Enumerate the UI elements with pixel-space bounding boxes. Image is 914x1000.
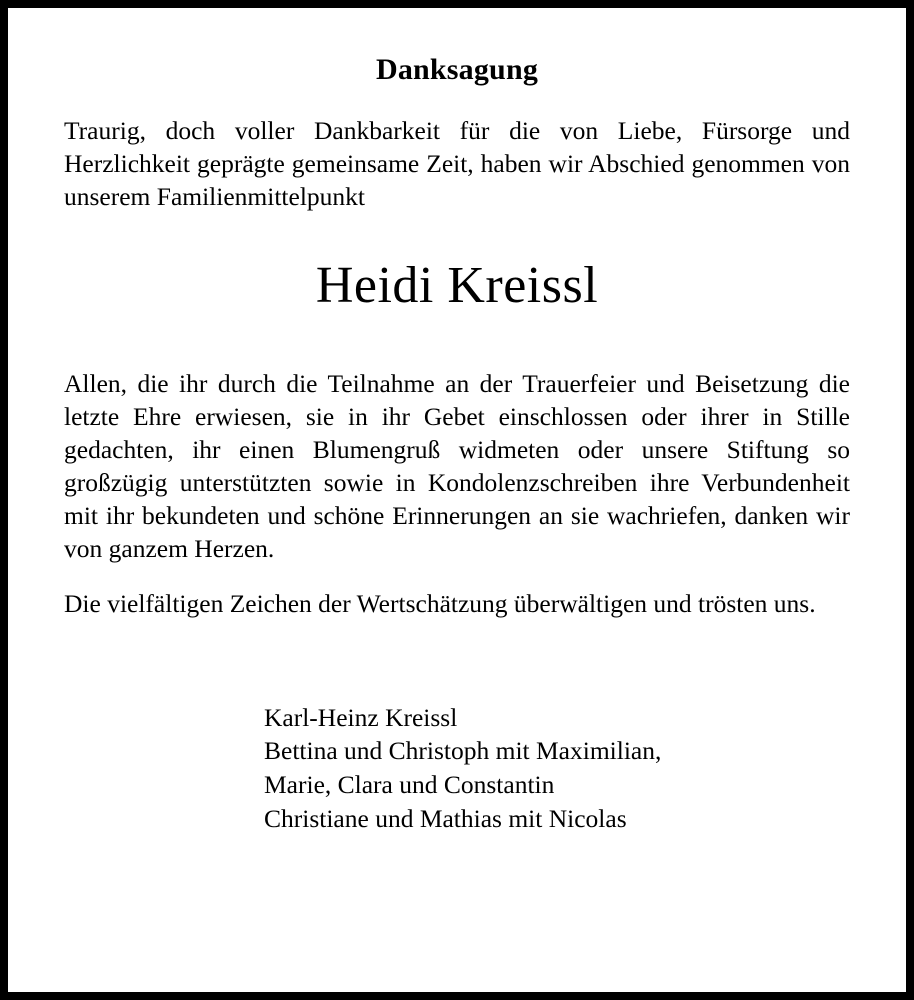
thanks-paragraph: Allen, die ihr durch die Teilnahme an der Trauerfeier und Beisetzung die letzte Ehre erwiesen, sie in ihr Gebet einschlossen oder ihrer in Stille gedachten, ihr einen Blumengruß widmeten oder unsere Stiftung so großzügig unterstützten sowie in Kondolenzschreiben ihre Verbundenheit mit ihr bekundeten und schöne Erinnerungen an sie wachriefen, danken wir von ganzem Herzen. [64, 368, 850, 564]
deceased-name: Heidi Kreissl [315, 257, 599, 315]
paragraph-spacer [64, 565, 850, 587]
notice-headline: Danksagung [375, 53, 539, 86]
intro-paragraph: Traurig, doch voller Dankbarkeit für die von Liebe, Fürsorge und Herzlichkeit geprägte gemeinsame Zeit, haben wir Abschied genommen von unserem Familienmittelpunkt [64, 116, 850, 212]
closing-paragraph: Die vielfältigen Zeichen der Wertschätzung überwältigen und trösten uns. [64, 589, 816, 619]
notice-inner-frame [6, 6, 908, 994]
survivor-line: Bettina und Christoph mit Maximilian, [264, 736, 662, 766]
survivor-line: Marie, Clara und Constantin [264, 769, 555, 799]
survivors-list [64, 701, 850, 836]
survivor-line: Karl-Heinz Kreissl [264, 702, 458, 732]
survivor-line: Christiane und Mathias mit Nicolas [264, 803, 627, 833]
